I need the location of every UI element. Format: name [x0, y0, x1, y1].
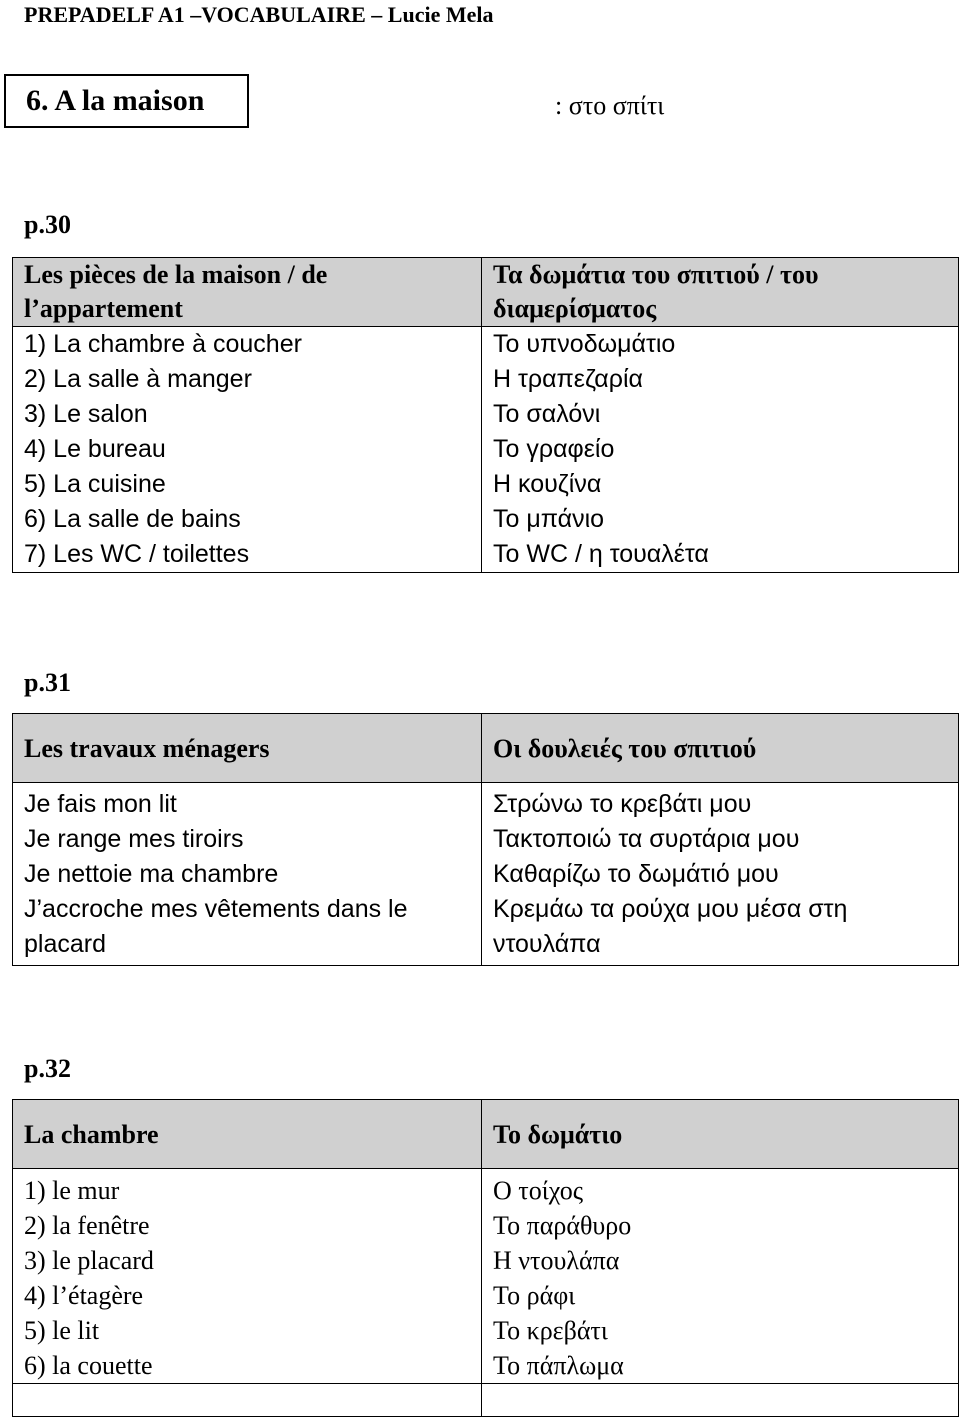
chapter-title: 6. A la maison	[26, 84, 205, 117]
table-row	[13, 1208, 959, 1243]
table-row	[13, 1243, 959, 1278]
table-header-row	[13, 714, 959, 783]
table-row	[13, 1348, 959, 1384]
section-page-label: p.32	[24, 1054, 71, 1083]
french-term: 4) Le bureau	[13, 432, 482, 467]
greek-term: Το μπάνιο	[482, 502, 959, 537]
empty-table-row	[13, 1384, 959, 1417]
vocab-table-chores	[12, 713, 959, 966]
greek-term: Το γραφείο	[482, 432, 959, 467]
table-row	[13, 1313, 959, 1348]
header-french: La chambre	[13, 1100, 482, 1169]
table-row	[13, 502, 959, 537]
table-row	[13, 432, 959, 467]
greek-term: Το παράθυρο	[482, 1208, 959, 1243]
table-row	[13, 467, 959, 502]
greek-term: Το υπνοδωμάτιο	[482, 327, 959, 363]
greek-term: Η κουζίνα	[482, 467, 959, 502]
french-term: 3) le placard	[13, 1243, 482, 1278]
french-term: 7) Les WC / toilettes	[13, 537, 482, 573]
empty-cell	[13, 1384, 482, 1417]
section-page-label: p.30	[24, 210, 71, 239]
greek-term: Το ράφι	[482, 1278, 959, 1313]
greek-phrases-cell	[482, 783, 959, 966]
french-phrase: Je nettoie ma chambre	[24, 860, 279, 888]
table-header-row	[13, 1100, 959, 1169]
header-french: Les travaux ménagers	[13, 714, 482, 783]
table-row	[13, 537, 959, 573]
vocab-table-rooms	[12, 257, 959, 573]
french-term: 1) le mur	[13, 1169, 482, 1209]
greek-phrase: Τακτοποιώ τα συρτάρια μου	[493, 825, 800, 853]
greek-phrase: Στρώνω το κρεβάτι μου	[493, 790, 752, 818]
french-term: 3) Le salon	[13, 397, 482, 432]
table-row	[13, 397, 959, 432]
greek-term: Ο τοίχος	[482, 1169, 959, 1209]
table-row	[13, 362, 959, 397]
french-term: 1) La chambre à coucher	[13, 327, 482, 363]
page-header: PREPADELF A1 –VOCABULAIRE – Lucie Mela	[24, 2, 494, 27]
table-row	[13, 327, 959, 363]
greek-phrase: Κρεμάω τα ρούχα μου μέσα στη ντουλάπα	[493, 895, 848, 958]
section-page-label: p.31	[24, 668, 71, 697]
french-phrase: Je fais mon lit	[24, 790, 177, 818]
chapter-title-box	[4, 74, 249, 128]
table-row	[13, 1278, 959, 1313]
greek-term: Το πάπλωμα	[482, 1348, 959, 1384]
french-phrases-cell	[13, 783, 482, 966]
french-term: 5) le lit	[13, 1313, 482, 1348]
header-greek: Οι δουλειές του σπιτιού	[482, 714, 959, 783]
french-phrase: Je range mes tiroirs	[24, 825, 244, 853]
greek-term: Το WC / η τουαλέτα	[482, 537, 959, 573]
greek-term: Το σαλόνι	[482, 397, 959, 432]
french-term: 5) La cuisine	[13, 467, 482, 502]
header-french: Les pièces de la maison / de l’appartement	[13, 258, 482, 327]
french-term: 2) La salle à manger	[13, 362, 482, 397]
french-term: 4) l’étagère	[13, 1278, 482, 1313]
greek-term: Η τραπεζαρία	[482, 362, 959, 397]
header-greek: Τα δωμάτια του σπιτιού / του διαμερίσματος	[482, 258, 959, 327]
header-greek: Το δωμάτιο	[482, 1100, 959, 1169]
greek-phrase: Καθαρίζω το δωμάτιό μου	[493, 860, 779, 888]
french-phrase: J’accroche mes vêtements dans le placard	[24, 895, 408, 958]
table-row	[13, 1169, 959, 1209]
french-term: 6) La salle de bains	[13, 502, 482, 537]
french-term: 2) la fenêtre	[13, 1208, 482, 1243]
greek-term: Το κρεβάτι	[482, 1313, 959, 1348]
vocab-table-bedroom	[12, 1099, 959, 1417]
chapter-title-greek: : στο σπίτι	[555, 91, 665, 120]
table-row	[13, 783, 959, 966]
empty-cell	[482, 1384, 959, 1417]
table-header-row	[13, 258, 959, 327]
greek-term: Η ντουλάπα	[482, 1243, 959, 1278]
french-term: 6) la couette	[13, 1348, 482, 1384]
